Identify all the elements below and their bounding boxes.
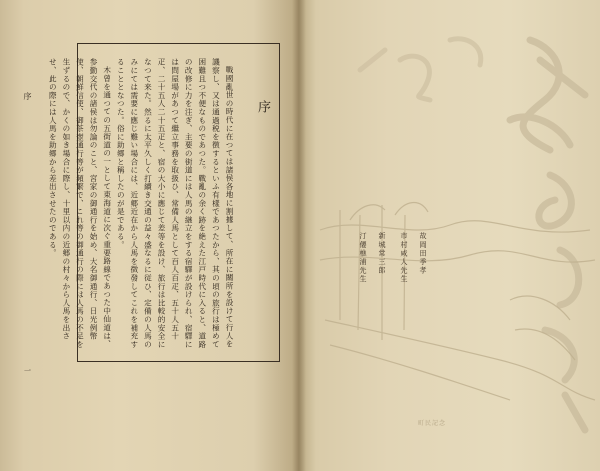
dedication-line: 新城常三郎 bbox=[378, 232, 386, 275]
faint-stamp: 町民記念 bbox=[418, 420, 447, 427]
paragraph: 戰國亂世の時代に在つては諸侯各地に割據して、所在に關所を設けて行人を譏察し、又は通過税を徴するといふ有樣であつたから、其の頃の旅行は極めて困難且つ不便なものであつた。戰亂の余く跡を絶えた江戸時代に入ると、道路の改修に力を注ぎ、主要の街道には人馬の継立をする宿驛が設けられ、宿驛には問屋場があつて繼立事務を取扱ひ、常備人馬として百人百疋、五十人五十疋、二十五人二十五疋と、宿の大小に應じて差等を設け、旅行は比較的安全になつて来た。然るに太平久しく打續き交通の益々盛なるに従ひ、定備の人馬のみにては需要に應じ難い場合には、近郷近在から人馬を徴發してこれを補充することとなつた。俗に助郷と稱したのが是である。 bbox=[116, 58, 234, 349]
left-page bbox=[0, 0, 298, 471]
page-number: 一 bbox=[24, 367, 31, 375]
paragraph: 木曾を通つての五街道の一として東海道に次ぐ重要路線であつた中仙道は、参勤交代の諸侯は勿論のこと、宮家の御通行を始め、大名御通行、日光例幣使、朝鮮信使、御茶壺通行等が頻繁で、これ等の御通行の際には人馬の不足を生ずるので、かくの如き場合に際し、十里以内の近郷の村々から人馬を出させ、此の際には人馬を助郷から差出させたのである。 bbox=[48, 58, 112, 349]
dedication-line: 汀僊樵浦先生 bbox=[359, 232, 367, 284]
book-gutter bbox=[292, 0, 306, 471]
preface-body bbox=[48, 58, 236, 356]
running-head: 序 bbox=[23, 92, 32, 100]
dedication-line: 市村咸人先生 bbox=[400, 232, 408, 284]
dedication-line: 故岡田季孝 bbox=[419, 232, 427, 275]
calligraphy-illustration bbox=[300, 0, 600, 471]
preface-title: 序 bbox=[255, 100, 270, 113]
